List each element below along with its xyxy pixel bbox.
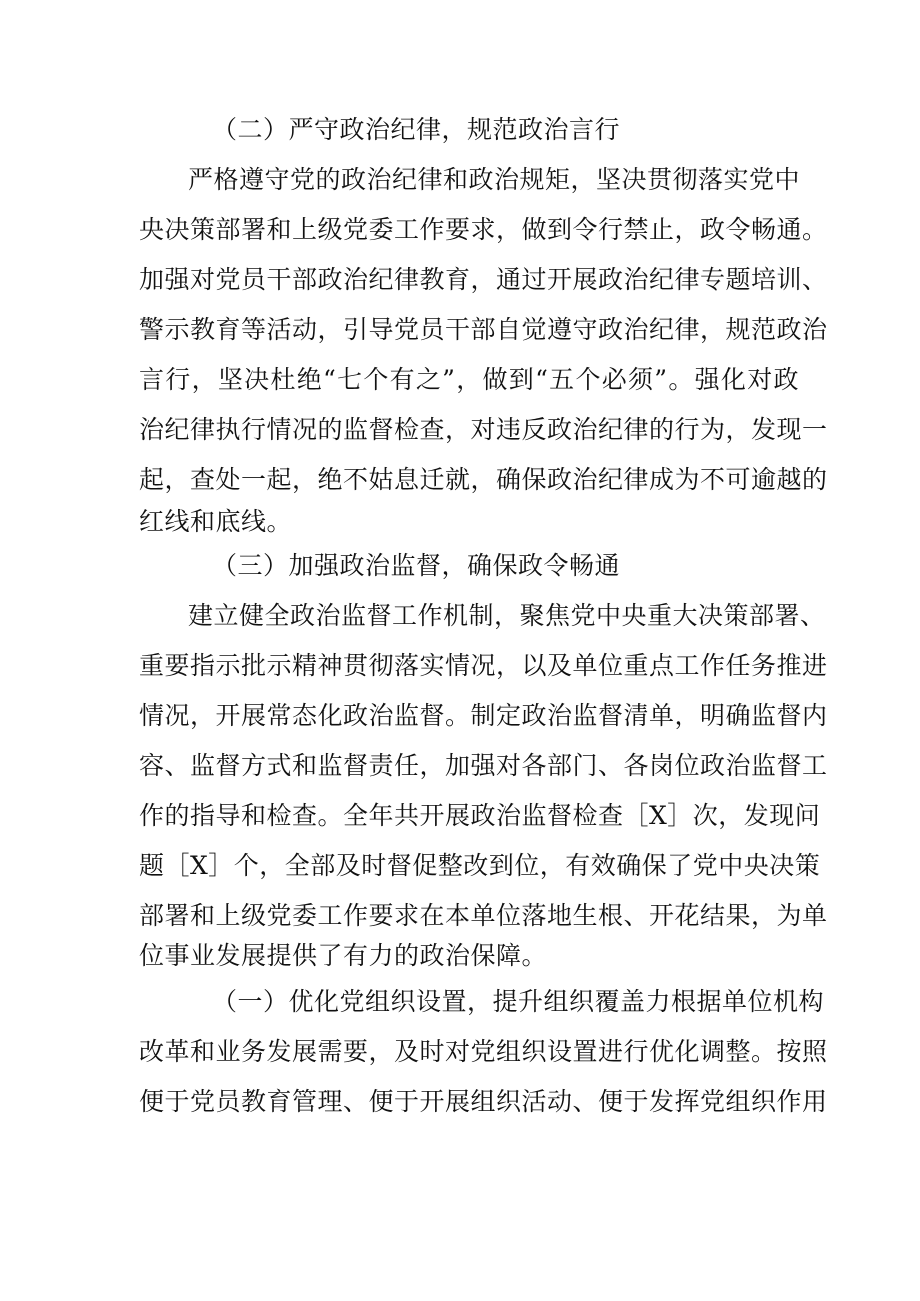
section-heading-2: （二）严守政治纪律，规范政治言行 [212, 115, 621, 144]
paragraph-line: 严格遵守党的政治纪律和政治规矩，坚决贯彻落实党中 [188, 165, 801, 194]
paragraph-line: 重要指示批示精神贯彻落实情况，以及单位重点工作任务推进 [139, 651, 828, 680]
paragraph-line: 起，查处一起，绝不姑息迁就，确保政治纪律成为不可逾越的 [139, 465, 828, 494]
paragraph-line: 部署和上级党委工作要求在本单位落地生根、开花结果，为单 [139, 901, 828, 930]
paragraph-line: 言行，坚决杜绝“七个有之”，做到“五个必须”。强化对政 [139, 365, 799, 394]
paragraph-line: 容、监督方式和监督责任，加强对各部门、各岗位政治监督工 [139, 751, 828, 780]
paragraph-line: 央决策部署和上级党委工作要求，做到令行禁止，政令畅通。 [139, 215, 828, 244]
section-heading-3: （三）加强政治监督，确保政令畅通 [212, 551, 621, 580]
paragraph-line: 治纪律执行情况的监督检查，对违反政治纪律的行为，发现一 [139, 415, 828, 444]
paragraph-line: 作的指导和检查。全年共开展政治监督检查［X］次，发现问 [139, 801, 821, 830]
paragraph-line: 便于党员教育管理、便于开展组织活动、便于发挥党组织作用 [139, 1087, 828, 1116]
paragraph-line: 加强对党员干部政治纪律教育，通过开展政治纪律专题培训、 [139, 265, 828, 294]
paragraph-line: 建立健全政治监督工作机制，聚焦党中央重大决策部署、 [188, 601, 826, 630]
paragraph-line: 题［X］个，全部及时督促整改到位，有效确保了党中央决策 [139, 851, 821, 880]
paragraph-line: 情况，开展常态化政治监督。制定政治监督清单，明确监督内 [139, 701, 828, 730]
paragraph-line: 警示教育等活动，引导党员干部自觉遵守政治纪律，规范政治 [139, 315, 828, 344]
paragraph-line: （一）优化党组织设置，提升组织覆盖力根据单位机构 [212, 987, 825, 1016]
paragraph-line-last: 位事业发展提供了有力的政治保障。 [139, 941, 548, 970]
paragraph-line-last: 红线和底线。 [139, 507, 293, 536]
paragraph-line: 改革和业务发展需要，及时对党组织设置进行优化调整。按照 [139, 1037, 828, 1066]
